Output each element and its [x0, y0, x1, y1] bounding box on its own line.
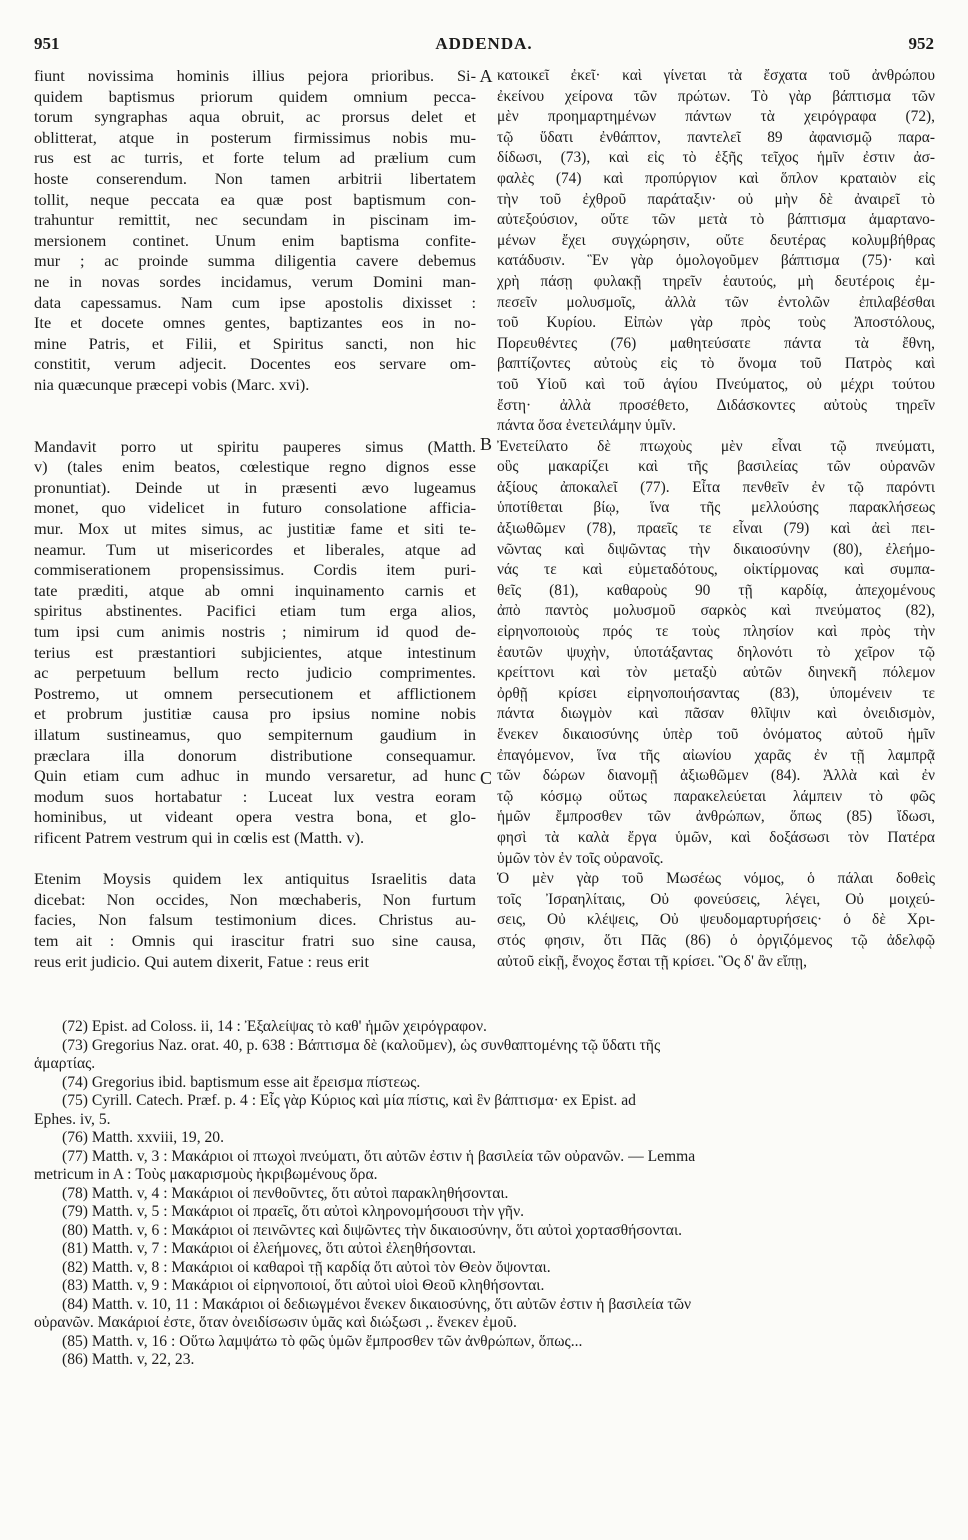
text-line: τοῦ Υἱοῦ καὶ τοῦ ἁγίου Πνεύματος, οὐ μέχρι τούτου: [497, 375, 935, 393]
footnote-line: (76) Matth. xxviii, 19, 20.: [62, 1129, 224, 1146]
text-line: σεις, Οὐ κλέψεις, Οὐ ψευδομαρτυρήσεις· ὁ δὲ Χρι-: [497, 911, 935, 929]
text-line: φαλὲς (74) καὶ προπύργιον καὶ ὅπλον κραταιὸν εἰς: [497, 169, 935, 187]
footnote-line: (81) Matth. v, 7 : Μακάριοι οἱ ἐλεήμονες, ὅτι αὐτοὶ ἐλεηθήσονται.: [62, 1240, 477, 1257]
text-line: αὐτοῦ εἰκῇ, ἔνοχος ἔσται τῇ κρίσει. Ὃς δ' ἂν εἴπῃ,: [497, 952, 807, 970]
text-line: et probrum justitiæ causa pro ipsius nomine nobis: [34, 704, 476, 724]
text-line: τοῦ Κυρίου. Εἰπὼν γὰρ πρὸς τοὺς Ἀποστόλους,: [497, 314, 935, 332]
text-line: dicebat: Non occides, Non mœchaberis, Non furtum: [34, 889, 476, 909]
margin-marker-c: C: [479, 768, 492, 788]
text-line: pronuntiat). Deinde ut in præsenti ævo lugeamus: [34, 477, 476, 497]
footnote-line: (74) Gregorius ibid. baptismum esse ait ἔρεισμα πίστεως.: [62, 1073, 421, 1091]
text-line: neamur. Tum ut misericordes et liberales, atque ad: [34, 539, 476, 559]
text-line: Etenim Moysis quidem lex antiquitus Israelitis data: [34, 869, 476, 889]
text-line: τὴν τοῦ ἐχθροῦ παράταξιν· οὐ μὴν δὲ ἀναιρεῖ τὸ: [497, 190, 935, 208]
text-line: ἔστη· ἀλλὰ προσέθετο, Διδάσκοντες αὐτοὺς τηρεῖν: [497, 396, 935, 414]
text-line: τοῖς Ἰσραηλίταις, Οὐ φονεύσεις, λέγει, Οὐ μοιχεύ-: [497, 890, 935, 908]
text-line: αὐτεξούσιον, οὔτε τῶν μετὰ τὸ βάπτισμα ἁμαρτανο-: [497, 211, 935, 229]
text-line: trahuntur remittit, nec secundam in piscinam im-: [34, 210, 476, 230]
footnote-line: (82) Matth. v, 8 : Μακάριοι οἱ καθαροὶ τῇ καρδίᾳ ὅτι αὐτοὶ τὸν Θεὸν ὄψονται.: [62, 1258, 551, 1276]
text-line: præclara illa donorum distributione consequamur.: [34, 745, 476, 765]
text-line: κατοικεῖ ἐκεῖ· καὶ γίνεται τὰ ἔσχατα τοῦ ἀνθρώπου: [497, 67, 935, 84]
text-line: Ὁ μὲν γὰρ τοῦ Μωσέως νόμος, ὁ πάλαι δοθεὶς: [497, 870, 935, 888]
text-line: mur ; ac proinde summa diligentia cavere debemus: [34, 251, 476, 271]
text-line: hominibus, ut videant opera vestra bona, et glo-: [34, 807, 476, 827]
margin-marker-b: B: [479, 434, 492, 454]
footnote-line: (86) Matth. v, 22, 23.: [62, 1351, 195, 1368]
latin-paragraph-2: [34, 437, 476, 849]
footnote-line: (72) Epist. ad Coloss. ii, 14 : Ἐξαλείψας τὸ καθ' ἡμῶν χειρόγραφον.: [62, 1018, 487, 1035]
text-line: mine Patris, et Filii, et Spiritus sancti, non hic: [34, 333, 476, 353]
text-line: νῶντας καὶ διψῶντας τὴν δικαιοσύνην (80), ἐλεήμο-: [497, 540, 935, 558]
text-line: ὑποτίθεται βίῳ, ἵνα τῆς μελλούσης παρακλήσεως: [497, 499, 935, 517]
text-line: tum ipsi cum animis nostris ; nimirum id quod de-: [34, 622, 476, 642]
text-line: κατάδυσιν. Ἓν γὰρ ὁμολογοῦμεν βάπτισμα (75)· καὶ: [497, 252, 935, 270]
text-line: θεῖς (81), καθαροὺς 90 τῇ καρδίᾳ, ἀπεχομένους: [497, 581, 935, 599]
text-line: mur. Mox ut mites simus, ac justitiæ fame et siti te-: [34, 519, 476, 539]
text-line: δίδωσι, (73), καὶ εἰς τὸ ἑξῆς τεῖχος ἡμῖν ἐστιν ἀσ-: [497, 149, 935, 167]
greek-paragraph-1: [497, 66, 935, 437]
text-line: v) (tales enim beatos, cœlestique regno dignos esse: [34, 457, 476, 477]
text-line: spiritus abstinentes. Pacifici etiam tum erga alios,: [34, 601, 476, 621]
text-line: νάς τε καὶ εὐμεταδότους, οἰκτίρμονας καὶ συμπα-: [497, 561, 935, 579]
greek-column: [497, 66, 935, 972]
latin-paragraph-3: [34, 869, 476, 972]
text-line: ὑμῶν τὸν ἐν τοῖς οὐρανοῖς.: [497, 849, 664, 867]
text-line: Πορευθέντες (76) μαθητεύσατε πάντα τὰ ἔθνη,: [497, 334, 935, 352]
page-number-right: 952: [908, 34, 934, 53]
text-line: terius est præstantiori subjicientes, atque intestinum: [34, 642, 476, 662]
footnote-line: ἁμαρτίας.: [34, 1055, 96, 1072]
text-line: Ἐνετείλατο δὲ πτωχοὺς μὲν εἶναι τῷ πνεύματι,: [497, 437, 935, 455]
footnote-line: (77) Matth. v, 3 : Μακάριοι οἱ πτωχοὶ πνεύματι, ὅτι αὐτῶν ἐστιν ἡ βασιλεία τῶν οὐρανῶν. — Lemma: [62, 1147, 696, 1165]
text-line: fiunt novissima hominis illius pejora prioribus. Si-: [34, 66, 476, 85]
footnote-line: οὐρανῶν. Μακάριοί ἐστε, ὅταν ὀνειδίσωσιν ὑμᾶς καὶ διώξωσι ,. ἕνεκεν ἐμοῦ.: [34, 1314, 517, 1331]
text-line: φησὶ τὰ καλὰ ἔργα ὑμῶν, καὶ δοξάσωσι τὸν Πατέρα: [497, 828, 935, 846]
text-line: commiserationem propensissimus. Cordis item puri-: [34, 560, 476, 580]
text-line: πάντα διωγμὸν καὶ πᾶσαν θλῖψιν καὶ ὀνειδισμὸν,: [497, 705, 935, 723]
text-line: Postremo, ut omnem persecutionem et afflictionem: [34, 683, 476, 703]
footnote-line: metricum in A : Τοὺς μακαρισμοὺς ἠκριβωμένους ὅρα.: [34, 1166, 378, 1183]
page-header: [34, 34, 934, 56]
text-line: ne in novas sordes incidamus, verum Domini man-: [34, 271, 476, 291]
text-line: tollit, neque peccata ea quæ post baptismum con-: [34, 189, 476, 209]
latin-column: [34, 66, 476, 972]
text-line: quidem baptismus priorum quidem omnium pecca-: [34, 86, 476, 106]
text-line: μὲν προημαρτημένων πάντων τὰ χειρόγραφα (72),: [497, 108, 935, 126]
text-line: ἡμῶν ἔμπροσθεν τῶν ἀνθρώπων, ὅπως (85) ἴδωσι,: [497, 808, 935, 826]
text-line: ἑαυτῶν ψυχὴν, ὑποτάξαντας δηλονότι τὸ χεῖρον τῷ: [497, 643, 935, 661]
text-line: χρὴ πάσῃ φυλακῇ τηρεῖν ἑαυτούς, μὴ δευτέροις ἐμ-: [497, 272, 935, 290]
text-line: tem ait : Omnis qui irascitur fratri suo sine causa,: [34, 930, 476, 950]
footnote-line: (78) Matth. v, 4 : Μακάριοι οἱ πενθοῦντες, ὅτι αὐτοὶ παρακληθήσονται.: [62, 1184, 509, 1202]
greek-paragraph-3: [497, 869, 935, 972]
footnote-line: (83) Matth. v, 9 : Μακάριοι οἱ εἰρηνοποιοί, ὅτι αὐτοὶ υἱοὶ Θεοῦ κληθήσονται.: [62, 1277, 545, 1294]
text-line: reus erit judicio. Qui autem dixerit, Fatue : reus erit: [34, 951, 370, 971]
latin-paragraph-1: [34, 66, 476, 396]
text-line: μένων ἔχει συγχώρησιν, οὔτε δευτέρας κολυμβήθρας: [497, 231, 935, 249]
text-line: oblitterat, atque in posterum firmissimus nobis mu-: [34, 127, 476, 147]
text-line: ac perpetuum bellum recto judicio comprimentes.: [34, 663, 476, 683]
text-line: κρείττονι καὶ τὸν μεταξὺ αὐτῶν διηνεκῆ πόλεμον: [497, 664, 935, 682]
running-title: ADDENDA.: [435, 34, 533, 53]
text-line: εἰρηνοποιοὺς πρός τε τοὺς πλησίον καὶ πρὸς τὴν: [497, 623, 935, 641]
footnote-line: (80) Matth. v, 6 : Μακάριοι οἱ πεινῶντες καὶ διψῶντες τὴν δικαιοσύνην, ὅτι αὐτοὶ χορτασθήσονται.: [62, 1221, 683, 1239]
footnote-line: Ephes. iv, 5.: [34, 1110, 111, 1128]
text-line: ἀπὸ παντὸς μολυσμοῦ σαρκὸς καὶ πνεύματος (82),: [497, 602, 935, 620]
text-line: Ite et docete omnes gentes, baptizantes eos in no-: [34, 313, 476, 333]
margin-marker-a: A: [479, 66, 493, 86]
text-line: ἀξιωθῶμεν (78), πραεῖς τε εἶναι (79) καὶ ἀεὶ πει-: [497, 520, 935, 538]
text-line: οὓς μακαρίζει καὶ τῆς βασιλείας τῶν οὐρανῶν: [497, 458, 935, 476]
text-line: ἐπαγόμενον, ἵνα τῆς αἰωνίου χαρᾶς ἐν τῇ λαμπρᾷ: [497, 746, 935, 764]
footnote-line: (75) Cyrill. Catech. Præf. p. 4 : Εἷς γὰρ Κύριος καὶ μία πίστις, καὶ ἓν βάπτισμα· ex Epist. ad: [62, 1092, 636, 1109]
text-line: monet, quo videlicet in futuro consolatione afficia-: [34, 498, 476, 518]
greek-paragraph-2: [497, 437, 935, 869]
footnote-line: (79) Matth. v, 5 : Μακάριοι οἱ πραεῖς, ὅτι αὐτοὶ κληρονομήσουσι τὴν γῆν.: [62, 1203, 525, 1220]
text-line: illatum sustineamus, quo sempiternum gaudium in: [34, 725, 476, 744]
text-line: constitit, verum adjecit. Docentes eos servare om-: [34, 354, 476, 374]
footnote-line: (85) Matth. v, 16 : Οὕτω λαμψάτω τὸ φῶς ὑμῶν ἔμπροσθεν τῶν ἀνθρώπων, ὅπως...: [62, 1332, 583, 1350]
text-line: data capessamus. Nam cum ipse apostolis dixisset :: [34, 292, 476, 312]
text-line: rus est ac turris, et forte telum ad prælium cum: [34, 148, 476, 168]
text-line: Quin etiam cum adhuc in mundo versaretur, ad hunc: [34, 766, 476, 786]
text-line: ἀξίους ἀποκαλεῖ (77). Εἶτα πενθεῖν ἐν τῷ παρόντι: [497, 478, 935, 496]
text-line: nia quæcunque præcepi vobis (Marc. xvi).: [34, 374, 310, 394]
text-line: mersionem continet. Unum enim baptisma confite-: [34, 230, 476, 250]
footnote-line: (84) Matth. v. 10, 11 : Μακάριοι οἱ δεδιωγμένοι ἕνεκεν δικαιοσύνης, ὅτι αὐτῶν ἐστιν ἡ βασιλεία τῶν: [62, 1295, 692, 1313]
text-line: τῷ κόσμῳ οὕτως παρακελεύεται λάμπειν τὸ φῶς: [497, 787, 935, 805]
text-line: tate præditi, atque ab omni inquinamento carnis et: [34, 580, 476, 600]
text-line: rificent Patrem vestrum qui in cœlis est (Matth. v).: [34, 827, 365, 847]
text-line: τῷ ὕδατι ἐνθάπτον, παντελεῖ 89 ἀφανισμῷ παρα-: [497, 128, 935, 146]
text-line: hoste conserendum. Non tamen arbitrii libertatem: [34, 168, 476, 188]
text-line: πεσεῖν μολυσμοῖς, ἀλλὰ τῶν ἐντολῶν ἐπιλαβέσθαι: [497, 293, 935, 311]
text-line: Mandavit porro ut spiritu pauperes simus (Matth.: [34, 436, 476, 456]
text-line: ὀρθῇ κρίσει εἰρηνοποιήσαντας (83), ὑπομένειν τε: [497, 684, 935, 702]
footnotes: [34, 1018, 934, 1370]
text-line: ἐκείνου χείρονα τῶν πρώτων. Τὸ γὰρ βάπτισμα τῶν: [497, 87, 935, 105]
text-line: torum syngraphas aqua obruit, ac prorsus delet et: [34, 107, 476, 127]
page-number-left: 951: [34, 34, 60, 53]
text-line: βαπτίζοντες αὐτοὺς εἰς τὸ ὄνομα τοῦ Πατρὸς καὶ: [497, 355, 935, 373]
text-line: πάντα ὅσα ἐνετειλάμην ὑμῖν.: [497, 417, 676, 435]
footnote-line: (73) Gregorius Naz. orat. 40, p. 638 : Βάπτισμα δὲ (καλοῦμεν), ὡς συνθαπτομένης τῷ ὕδατι τῆς: [62, 1036, 661, 1054]
text-line: ἕνεκεν δικαιοσύνης ὑπὲρ τοῦ ὀνόματος αὐτοῦ ἡμῖν: [497, 726, 935, 743]
text-line: facies, Non falsum testimonium dices. Christus au-: [34, 910, 476, 930]
text-line: modum suos hortabatur : Luceat lux vestra eoram: [34, 786, 476, 806]
text-line: στός φησιν, ὅτι Πᾶς (86) ὁ ὀργιζόμενος τῷ ἀδελφῷ: [497, 931, 935, 949]
text-line: τῶν δώρων διανομῇ ἀξιωθῶμεν (84). Ἀλλὰ καὶ ἐν: [497, 767, 935, 785]
